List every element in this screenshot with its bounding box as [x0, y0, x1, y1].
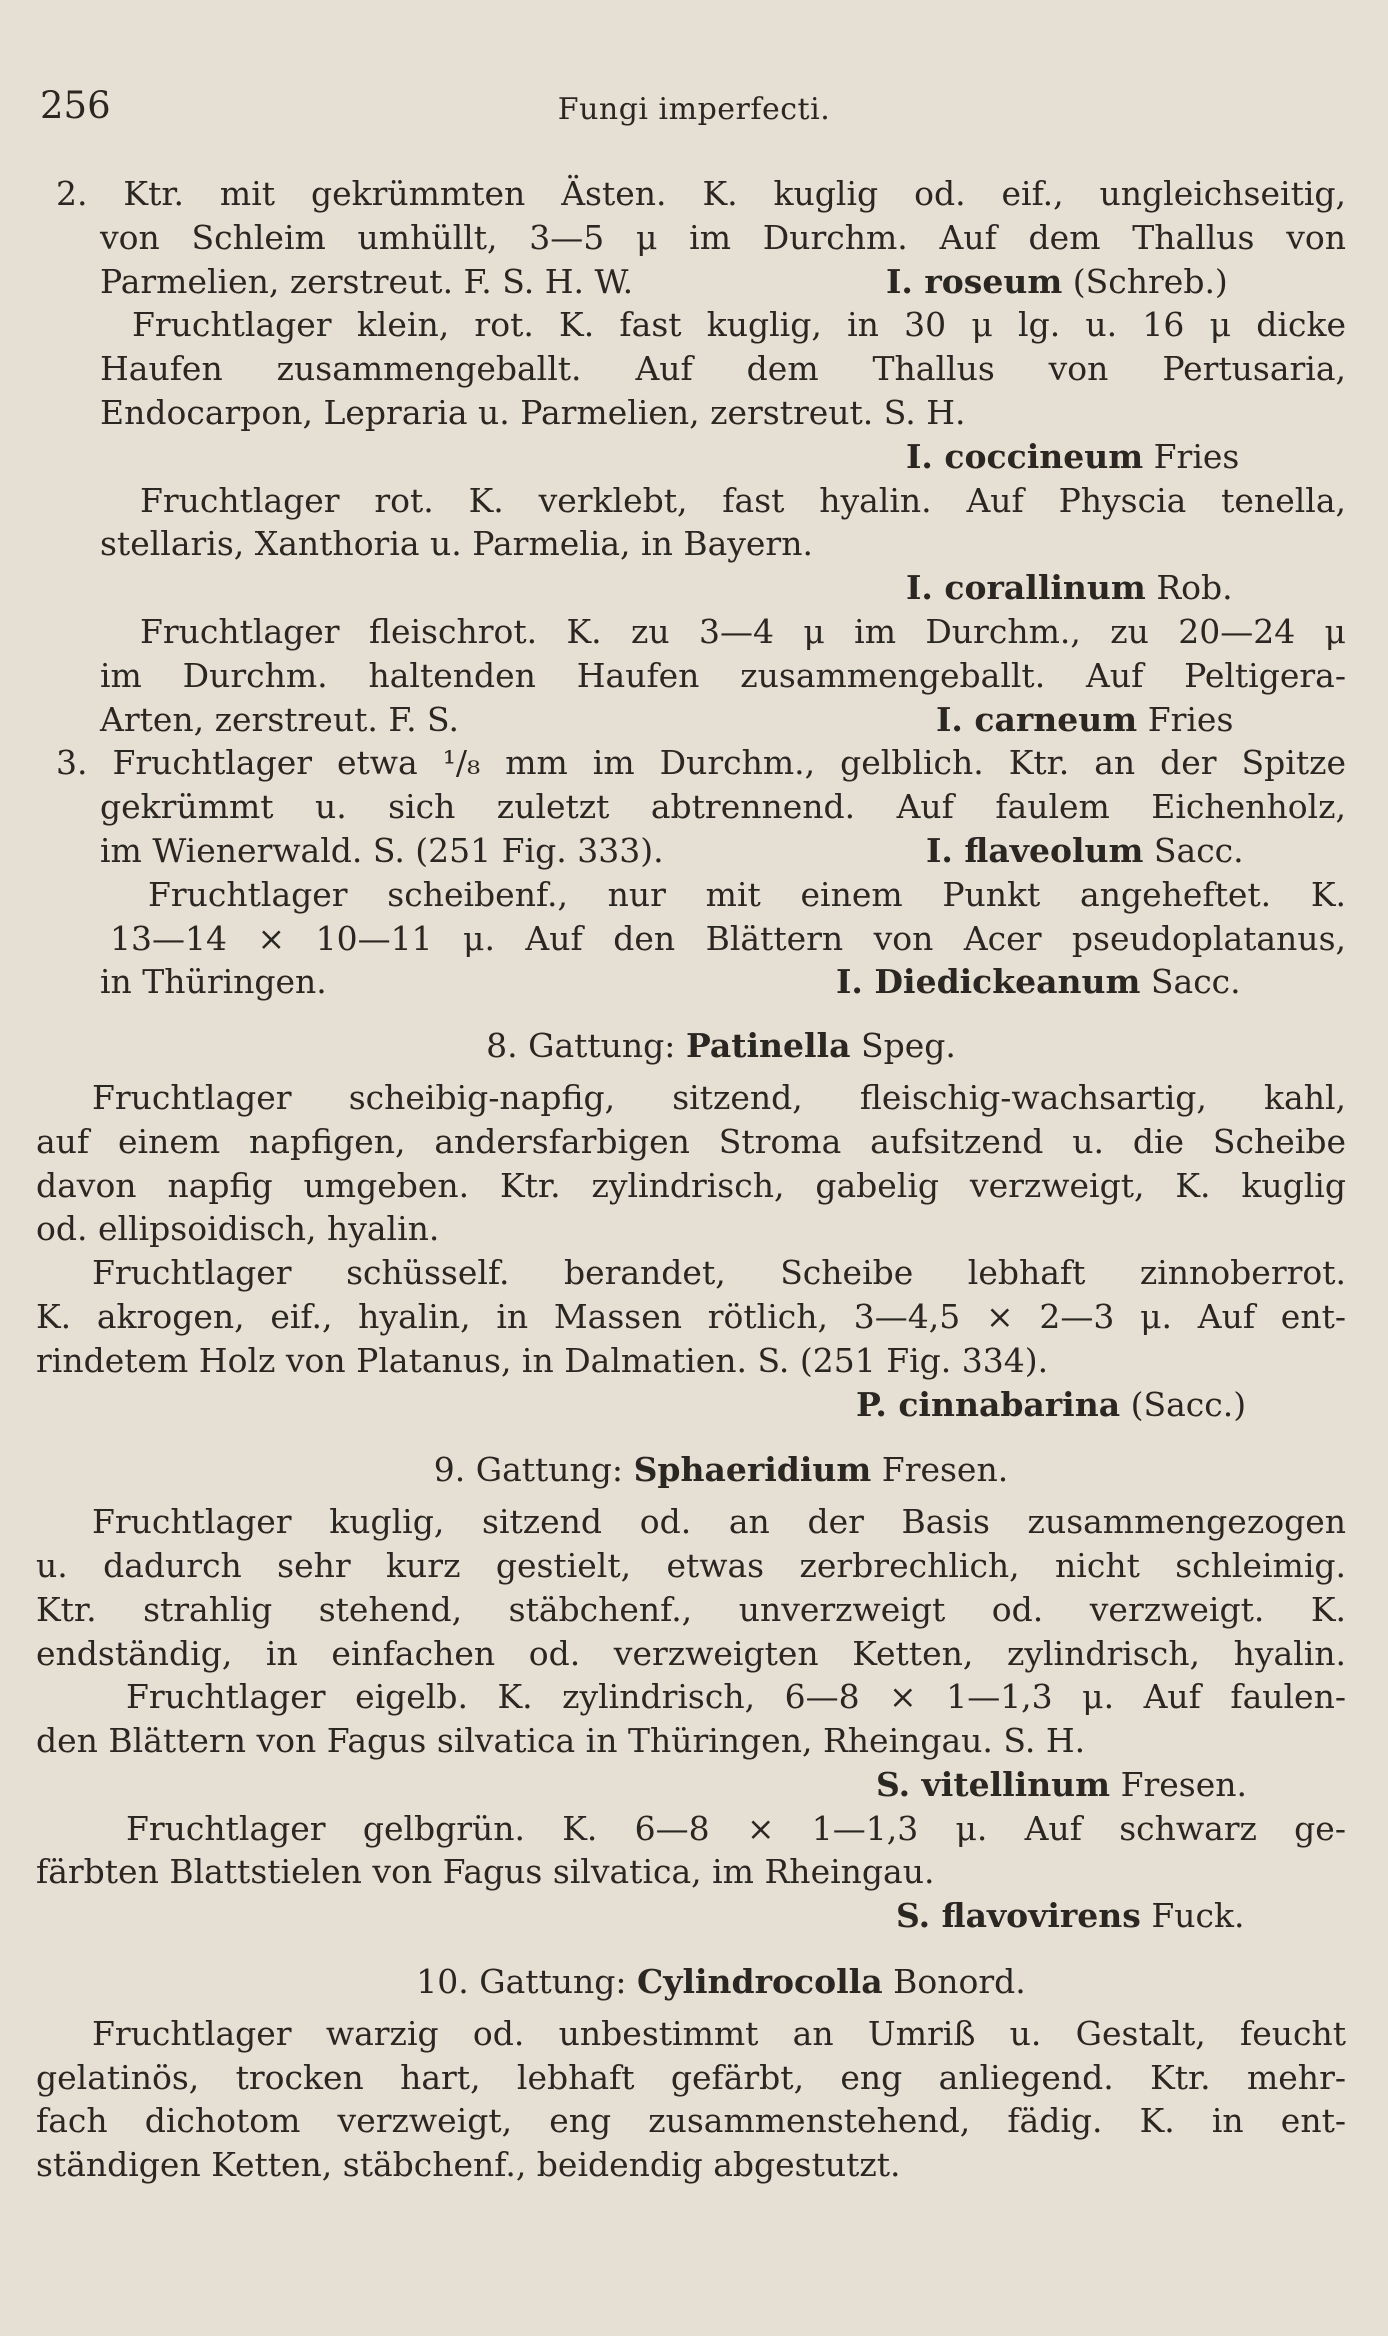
genus-author: Speg. [860, 1026, 956, 1066]
text-line: auf einem napfigen, andersfarbigen Stroma aufsitzend u. die Scheibe [36, 1121, 1346, 1161]
species-author: Sacc. [1150, 962, 1241, 1002]
text-line: K. akrogen, eif., hyalin, in Massen rötlich, 3—4,5 × 2—3 μ. Auf ent- [36, 1296, 1346, 1336]
text-line: Fruchtlager kuglig, sitzend od. an der Basis zusammengezogen [92, 1502, 1346, 1542]
text-line: Fruchtlager eigelb. K. zylindrisch, 6—8 × 1—1,3 μ. Auf faulen- [126, 1677, 1346, 1717]
text-line: stellaris, Xanthoria u. Parmelia, in Bayern. [100, 524, 813, 564]
species-author: Fresen. [1120, 1764, 1248, 1804]
genus-heading-prefix: 9. Gattung: [433, 1450, 624, 1490]
text-line: Endocarpon, Lepraria u. Parmelien, zerstreut. S. H. [100, 392, 966, 432]
text-line: den Blättern von Fagus silvatica in Thüringen, Rheingau. S. H. [36, 1721, 1086, 1761]
text-fragment: im Wienerwald. S. (251 Fig. 333). [100, 830, 664, 870]
species-author: Rob. [1156, 568, 1233, 608]
text-line: rindetem Holz von Platanus, in Dalmatien. S. (251 Fig. 334). [36, 1340, 1049, 1380]
text-fragment: Parmelien, zerstreut. F. S. H. W. [100, 261, 634, 301]
text-line: von Schleim umhüllt, 3—5 μ im Durchm. Auf dem Thallus von [100, 217, 1346, 257]
species-author: Fries [1153, 436, 1240, 476]
species-author: (Schreb.) [1072, 261, 1228, 301]
genus-heading [56, 1960, 1346, 2004]
species-name-line [926, 829, 1244, 873]
body-text [36, 172, 1346, 2187]
text-line: Fruchtlager gelbgrün. K. 6—8 × 1—1,3 μ. Auf schwarz ge- [126, 1808, 1346, 1848]
species-author: (Sacc.) [1130, 1384, 1247, 1424]
text-line: 13—14 × 10—11 μ. Auf den Blättern von Acer pseudoplatanus, [110, 918, 1346, 958]
text-line: färbten Blattstielen von Fagus silvatica, im Rheingau. [36, 1852, 935, 1892]
species-name: I. flaveolum [926, 830, 1144, 870]
text-line: Fruchtlager klein, rot. K. fast kuglig, in 30 μ lg. u. 16 μ dicke [132, 305, 1346, 345]
genus-author: Bonord. [893, 1962, 1026, 2002]
genus-8-section [36, 1076, 1346, 1426]
species-name-line [936, 698, 1233, 742]
species-name: I. Diedickeanum [836, 962, 1141, 1002]
genus-10-section [36, 2012, 1346, 2187]
text-line: 3. Fruchtlager etwa ¹/₈ mm im Durchm., gelblich. Ktr. an der Spitze [56, 743, 1346, 783]
running-title: Fungi imperfecti. [557, 92, 831, 127]
species-name-line [56, 435, 1346, 479]
text-line: fach dichotom verzweigt, eng zusammenstehend, fädig. K. in ent- [36, 2101, 1346, 2141]
text-line-with-species [56, 960, 1346, 1004]
species-name: I. carneum [936, 699, 1138, 739]
text-fragment: Arten, zerstreut. F. S. [100, 699, 459, 739]
text-line-with-species [56, 698, 1346, 742]
genus-name: Sphaeridium [633, 1450, 872, 1490]
text-line-with-species [56, 829, 1346, 873]
species-name: P. cinnabarina [856, 1384, 1121, 1424]
text-line: u. dadurch sehr kurz gestielt, etwas zerbrechlich, nicht schleimig. [36, 1545, 1346, 1585]
genus-heading [56, 1024, 1346, 1068]
genus-heading-prefix: 8. Gattung: [486, 1026, 676, 1066]
text-line: gekrümmt u. sich zuletzt abtrennend. Auf faulem Eichenholz, [100, 787, 1346, 827]
species-author: Fries [1147, 699, 1234, 739]
text-line: im Durchm. haltenden Haufen zusammengeballt. Auf Peltigera- [100, 655, 1346, 695]
species-author: Sacc. [1153, 830, 1244, 870]
genus-heading [56, 1448, 1346, 1492]
genus-9-section [36, 1500, 1346, 1938]
species-name: I. coccineum [906, 436, 1144, 476]
genus-name: Cylindrocolla [637, 1962, 883, 2002]
species-name-line [36, 1383, 1346, 1427]
species-name: S. vitellinum [876, 1764, 1111, 1804]
text-line: gelatinös, trocken hart, lebhaft gefärbt, eng anliegend. Ktr. mehr- [36, 2057, 1346, 2097]
genus-author: Fresen. [881, 1450, 1009, 1490]
species-name: I. corallinum [906, 568, 1146, 608]
text-line: 2. Ktr. mit gekrümmten Ästen. K. kuglig od. eif., ungleichseitig, [56, 174, 1346, 213]
text-line: Fruchtlager fleischrot. K. zu 3—4 μ im Durchm., zu 20—24 μ [140, 611, 1346, 651]
text-line: Ktr. strahlig stehend, stäbchenf., unverzweigt od. verzweigt. K. [36, 1589, 1346, 1629]
species-name-line [56, 566, 1346, 610]
text-fragment: in Thüringen. [100, 962, 327, 1002]
text-line: Fruchtlager scheibig-napfig, sitzend, fleischig-wachsartig, kahl, [92, 1077, 1346, 1117]
species-name-line [836, 960, 1241, 1004]
genus-name: Patinella [685, 1026, 851, 1066]
text-line: ständigen Ketten, stäbchenf., beidendig abgestutzt. [36, 2145, 901, 2185]
text-line: davon napfig umgeben. Ktr. zylindrisch, gabelig verzweigt, K. kuglig [36, 1165, 1346, 1205]
page-number: 256 [40, 84, 111, 127]
text-line-with-species [56, 260, 1346, 304]
species-name-line [36, 1763, 1346, 1807]
species-name: S. flavovirens [896, 1896, 1141, 1936]
text-line: Fruchtlager warzig od. unbestimmt an Umriß u. Gestalt, feucht [92, 2013, 1346, 2053]
text-line: Fruchtlager rot. K. verklebt, fast hyalin. Auf Physcia tenella, [140, 480, 1346, 520]
species-name-line [886, 260, 1228, 304]
page-header [40, 84, 1348, 134]
species-name: I. roseum [886, 261, 1063, 301]
species-name-line [36, 1894, 1346, 1938]
text-line: Fruchtlager scheibenf., nur mit einem Punkt angeheftet. K. [148, 874, 1346, 914]
text-line: Haufen zusammengeballt. Auf dem Thallus von Pertusaria, [100, 349, 1346, 389]
text-line: endständig, in einfachen od. verzweigten Ketten, zylindrisch, hyalin. [36, 1633, 1346, 1673]
genus-heading-prefix: 10. Gattung: [416, 1962, 627, 2002]
text-line: Fruchtlager schüsself. berandet, Scheibe lebhaft zinnoberrot. [92, 1253, 1346, 1293]
text-line: od. ellipsoidisch, hyalin. [36, 1209, 440, 1249]
species-author: Fuck. [1151, 1896, 1245, 1936]
